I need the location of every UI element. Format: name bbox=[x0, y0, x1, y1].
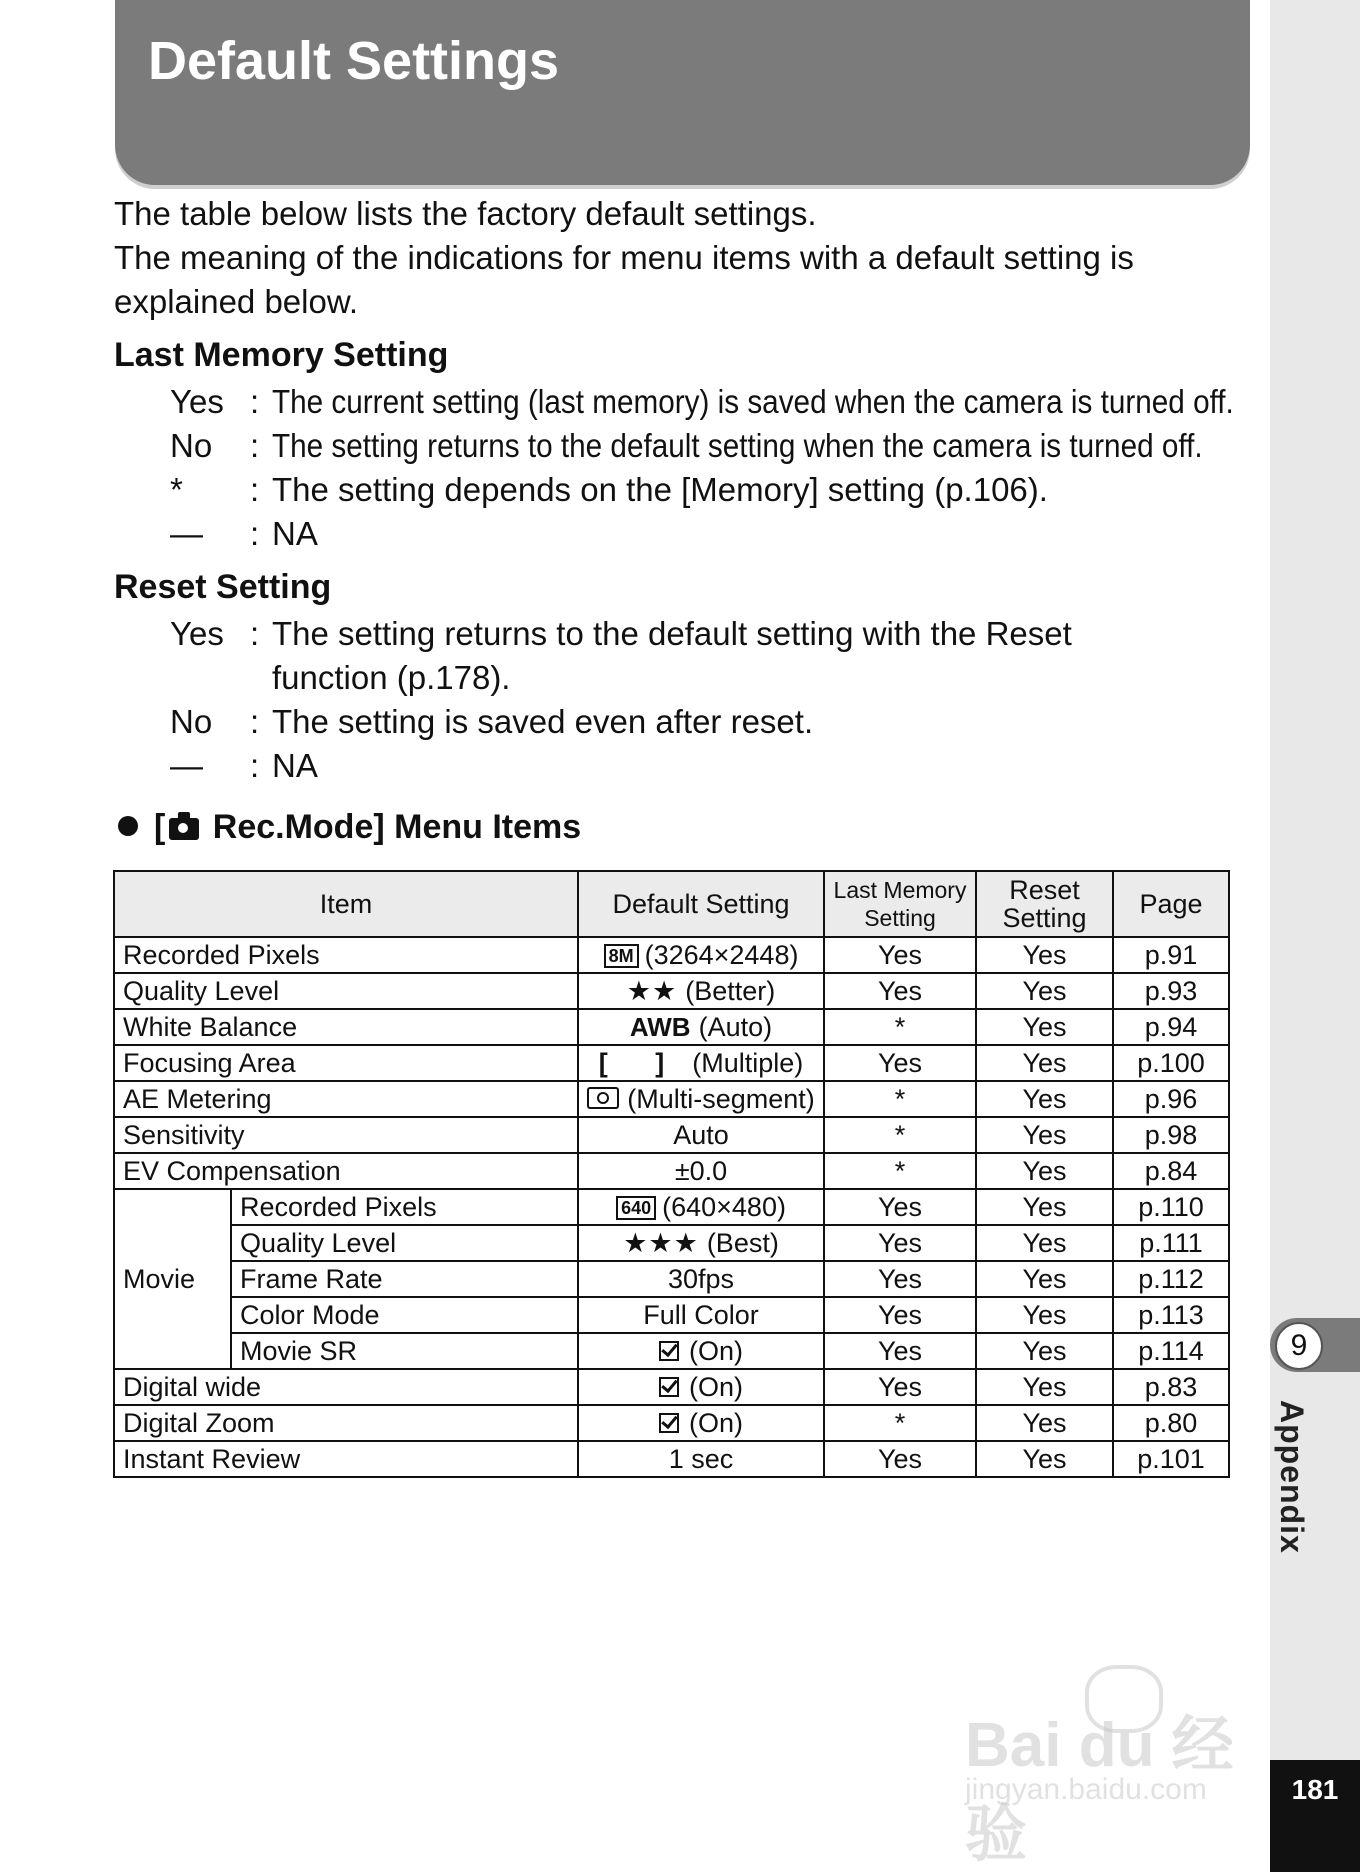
intro-paragraph bbox=[114, 192, 1254, 324]
item-cell: Frame Rate bbox=[231, 1261, 578, 1297]
default-value: (Best) bbox=[706, 1228, 779, 1258]
default-cell bbox=[578, 973, 824, 1009]
last-memory-cell: * bbox=[824, 1405, 976, 1441]
reset-heading: Reset Setting bbox=[114, 568, 332, 606]
item-cell: Digital wide bbox=[114, 1369, 578, 1405]
definition-colon: : bbox=[250, 471, 260, 508]
recorded-pixels-8m-icon: 8M bbox=[604, 944, 639, 968]
table-row bbox=[114, 1153, 1229, 1189]
watermark-main: Bai du 经验 bbox=[965, 1711, 1234, 1869]
table-row bbox=[114, 1189, 1229, 1225]
table-header-row bbox=[114, 871, 1229, 937]
definition-term: No bbox=[170, 703, 213, 740]
table-row bbox=[114, 1261, 1229, 1297]
column-header-item: Item bbox=[114, 871, 578, 937]
default-cell: 1 sec bbox=[578, 1441, 824, 1477]
table-row bbox=[114, 1117, 1229, 1153]
item-cell: Focusing Area bbox=[114, 1045, 578, 1081]
watermark-url: jingyan.baidu.com bbox=[965, 1773, 1207, 1806]
reset-cell: Yes bbox=[976, 1441, 1113, 1477]
definition-text: function (p.178). bbox=[272, 659, 511, 696]
default-value: (On) bbox=[689, 1336, 744, 1366]
page-cell: p.110 bbox=[1113, 1189, 1229, 1225]
default-cell bbox=[578, 1225, 824, 1261]
reset-cell: Yes bbox=[976, 1405, 1113, 1441]
chapter-label: Appendix bbox=[1274, 1400, 1310, 1554]
definition-colon: : bbox=[250, 515, 260, 552]
page-cell: p.114 bbox=[1113, 1333, 1229, 1369]
checkbox-on-icon bbox=[659, 1377, 679, 1397]
reset-cell: Yes bbox=[976, 1189, 1113, 1225]
last-memory-cell: * bbox=[824, 1153, 976, 1189]
reset-cell: Yes bbox=[976, 1153, 1113, 1189]
default-cell: Full Color bbox=[578, 1297, 824, 1333]
item-cell: EV Compensation bbox=[114, 1153, 578, 1189]
definition-text: NA bbox=[272, 747, 318, 784]
last-memory-heading: Last Memory Setting bbox=[114, 336, 449, 374]
definition-text: NA bbox=[272, 515, 318, 552]
definition-term: Yes bbox=[170, 615, 224, 652]
item-cell: Movie SR bbox=[231, 1333, 578, 1369]
checkbox-on-icon bbox=[659, 1413, 679, 1433]
item-cell: Recorded Pixels bbox=[231, 1189, 578, 1225]
reset-cell: Yes bbox=[976, 973, 1113, 1009]
default-cell bbox=[578, 1081, 824, 1117]
item-cell: Color Mode bbox=[231, 1297, 578, 1333]
quality-stars-icon: ★★★ bbox=[623, 1228, 699, 1258]
table-row bbox=[114, 1297, 1229, 1333]
table-row bbox=[114, 1441, 1229, 1477]
definition-term: — bbox=[170, 515, 203, 552]
default-cell: Auto bbox=[578, 1117, 824, 1153]
default-cell bbox=[578, 1189, 824, 1225]
intro-line: The table below lists the factory default settings. bbox=[114, 195, 817, 232]
last-memory-cell: Yes bbox=[824, 937, 976, 973]
page-cell: p.93 bbox=[1113, 973, 1229, 1009]
item-cell: Quality Level bbox=[231, 1225, 578, 1261]
definition-text: The setting is saved even after reset. bbox=[272, 703, 814, 740]
default-value: (640×480) bbox=[662, 1192, 786, 1222]
column-header-default: Default Setting bbox=[578, 871, 824, 937]
page-cell: p.83 bbox=[1113, 1369, 1229, 1405]
default-value: (On) bbox=[689, 1372, 744, 1402]
reset-cell: Yes bbox=[976, 937, 1113, 973]
item-cell: AE Metering bbox=[114, 1081, 578, 1117]
reset-cell: Yes bbox=[976, 1117, 1113, 1153]
table-row bbox=[114, 1369, 1229, 1405]
item-cell: Digital Zoom bbox=[114, 1405, 578, 1441]
page-cell: p.101 bbox=[1113, 1441, 1229, 1477]
rec-mode-menu-heading bbox=[118, 808, 581, 847]
page-cell: p.80 bbox=[1113, 1405, 1229, 1441]
table-row bbox=[114, 1045, 1229, 1081]
definition-text: The setting returns to the default setting when the camera is turned off. bbox=[272, 427, 1203, 464]
default-value: (Multi-segment) bbox=[627, 1084, 815, 1114]
page-cell: p.111 bbox=[1113, 1225, 1229, 1261]
reset-cell: Yes bbox=[976, 1225, 1113, 1261]
checkbox-on-icon bbox=[659, 1341, 679, 1361]
item-cell: Quality Level bbox=[114, 973, 578, 1009]
default-value: (Auto) bbox=[698, 1012, 773, 1042]
chapter-number: 9 bbox=[1275, 1322, 1323, 1370]
default-cell: 30fps bbox=[578, 1261, 824, 1297]
page-cell: p.96 bbox=[1113, 1081, 1229, 1117]
reset-cell: Yes bbox=[976, 1081, 1113, 1117]
table-row bbox=[114, 1225, 1229, 1261]
default-cell: ±0.0 bbox=[578, 1153, 824, 1189]
last-memory-cell: * bbox=[824, 1009, 976, 1045]
table-row bbox=[114, 1081, 1229, 1117]
reset-cell: Yes bbox=[976, 1261, 1113, 1297]
last-memory-cell: Yes bbox=[824, 1225, 976, 1261]
definition-colon: : bbox=[250, 747, 260, 784]
page-cell: p.113 bbox=[1113, 1297, 1229, 1333]
title-banner bbox=[115, 0, 1250, 185]
last-memory-cell: Yes bbox=[824, 1297, 976, 1333]
quality-stars-icon: ★★ bbox=[626, 976, 678, 1006]
last-memory-cell: Yes bbox=[824, 1333, 976, 1369]
last-memory-cell: Yes bbox=[824, 1045, 976, 1081]
last-memory-cell: * bbox=[824, 1117, 976, 1153]
bullet-dot-icon bbox=[118, 816, 138, 836]
reset-cell: Yes bbox=[976, 1369, 1113, 1405]
default-cell bbox=[578, 1009, 824, 1045]
default-value: (Multiple) bbox=[692, 1048, 804, 1078]
table-row bbox=[114, 1405, 1229, 1441]
last-memory-cell: * bbox=[824, 1081, 976, 1117]
page-number: 181 bbox=[1270, 1760, 1360, 1872]
reset-cell: Yes bbox=[976, 1333, 1113, 1369]
movie-group-cell: Movie bbox=[114, 1189, 231, 1369]
last-memory-cell: Yes bbox=[824, 1189, 976, 1225]
focus-area-multiple-icon: [ ] bbox=[598, 1048, 685, 1078]
column-header-page: Page bbox=[1113, 871, 1229, 937]
default-value: (3264×2448) bbox=[644, 940, 799, 970]
definition-text: The current setting (last memory) is saved when the camera is turned off. bbox=[272, 383, 1234, 420]
page-cell: p.84 bbox=[1113, 1153, 1229, 1189]
default-value: (Better) bbox=[685, 976, 776, 1006]
page-cell: p.94 bbox=[1113, 1009, 1229, 1045]
default-cell bbox=[578, 1045, 824, 1081]
heading-suffix: Rec.Mode] Menu Items bbox=[203, 808, 582, 846]
definition-term: * bbox=[170, 471, 183, 508]
heading-prefix: [ bbox=[154, 808, 166, 846]
page-cell: p.91 bbox=[1113, 937, 1229, 973]
definition-colon: : bbox=[250, 703, 260, 740]
definition-term: — bbox=[170, 747, 203, 784]
definition-colon: : bbox=[250, 427, 260, 464]
intro-line: The meaning of the indications for menu items with a default setting is explained below. bbox=[114, 239, 1134, 320]
definition-colon: : bbox=[250, 383, 260, 420]
table-row bbox=[114, 937, 1229, 973]
page-cell: p.112 bbox=[1113, 1261, 1229, 1297]
table-row bbox=[114, 1333, 1229, 1369]
default-cell bbox=[578, 1405, 824, 1441]
page-title: Default Settings bbox=[148, 31, 560, 91]
last-memory-cell: Yes bbox=[824, 1441, 976, 1477]
default-value: (On) bbox=[689, 1408, 744, 1438]
last-memory-cell: Yes bbox=[824, 1369, 976, 1405]
item-cell: Sensitivity bbox=[114, 1117, 578, 1153]
default-settings-table bbox=[113, 870, 1230, 1478]
item-cell: White Balance bbox=[114, 1009, 578, 1045]
page-cell: p.98 bbox=[1113, 1117, 1229, 1153]
definition-colon: : bbox=[250, 615, 260, 652]
page-cell: p.100 bbox=[1113, 1045, 1229, 1081]
definition-term: Yes bbox=[170, 383, 224, 420]
watermark bbox=[965, 1665, 1270, 1869]
column-header-reset: Reset Setting bbox=[976, 871, 1113, 937]
column-header-last-memory: Last Memory Setting bbox=[824, 871, 976, 937]
table-row bbox=[114, 1009, 1229, 1045]
table-row bbox=[114, 973, 1229, 1009]
item-cell: Recorded Pixels bbox=[114, 937, 578, 973]
definition-text: The setting depends on the [Memory] setting (p.106). bbox=[272, 471, 1048, 508]
last-memory-cell: Yes bbox=[824, 1261, 976, 1297]
item-cell: Instant Review bbox=[114, 1441, 578, 1477]
definition-text: The setting returns to the default setting with the Reset bbox=[272, 615, 1072, 652]
default-cell bbox=[578, 1369, 824, 1405]
default-cell bbox=[578, 1333, 824, 1369]
last-memory-cell: Yes bbox=[824, 973, 976, 1009]
movie-pixels-640-icon: 640 bbox=[616, 1196, 656, 1220]
reset-cell: Yes bbox=[976, 1297, 1113, 1333]
camera-icon bbox=[169, 818, 199, 840]
reset-cell: Yes bbox=[976, 1009, 1113, 1045]
reset-cell: Yes bbox=[976, 1045, 1113, 1081]
multi-segment-metering-icon bbox=[587, 1087, 619, 1109]
definition-term: No bbox=[170, 427, 213, 464]
default-cell bbox=[578, 937, 824, 973]
awb-icon: AWB bbox=[629, 1012, 691, 1042]
